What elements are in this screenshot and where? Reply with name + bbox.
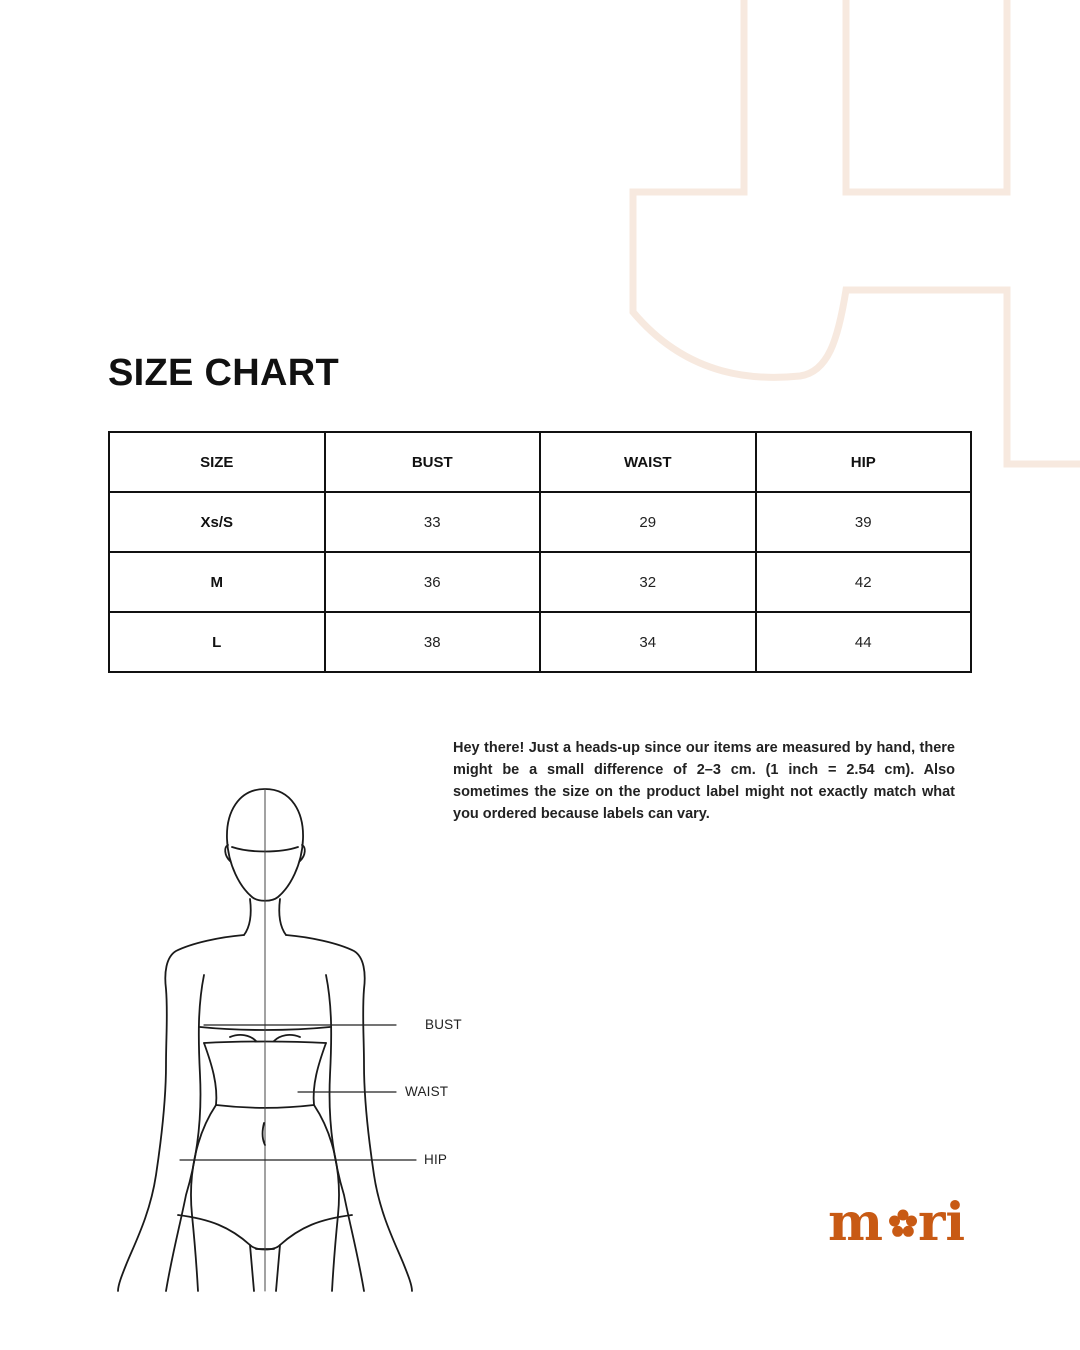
size-cell: L — [109, 612, 325, 672]
measurement-note: Hey there! Just a heads-up since our items are measured by hand, there might be a small difference of 2–3 cm. (1 inch = 2.54 cm). Also sometimes the size on the product label might not exactly match what you ordered because labels can vary. — [453, 740, 955, 822]
header-size: SIZE — [109, 432, 325, 492]
header-bust: BUST — [325, 432, 541, 492]
hip-cell: 42 — [756, 552, 972, 612]
waist-cell: 32 — [540, 552, 756, 612]
bust-cell: 38 — [325, 612, 541, 672]
bust-label: BUST — [425, 1017, 462, 1032]
flower-icon — [889, 1210, 917, 1237]
page-title: SIZE CHART — [108, 352, 339, 394]
bust-cell: 36 — [325, 552, 541, 612]
brand-logo-ri: ri — [918, 1192, 966, 1248]
brand-logo-m: m — [828, 1192, 884, 1248]
waist-cell: 29 — [540, 492, 756, 552]
header-waist: WAIST — [540, 432, 756, 492]
body-figure-illustration — [100, 775, 420, 1295]
table-row — [109, 612, 971, 672]
hip-cell: 39 — [756, 492, 972, 552]
size-table — [108, 431, 972, 673]
table-row — [109, 492, 971, 552]
bust-cell: 33 — [325, 492, 541, 552]
table-row — [109, 552, 971, 612]
size-cell: Xs/S — [109, 492, 325, 552]
waist-cell: 34 — [540, 612, 756, 672]
hip-cell: 44 — [756, 612, 972, 672]
hip-label: HIP — [424, 1152, 448, 1167]
table-header-row — [109, 432, 971, 492]
waist-label: WAIST — [405, 1084, 449, 1099]
brand-logo — [828, 1192, 974, 1248]
size-cell: M — [109, 552, 325, 612]
header-hip: HIP — [756, 432, 972, 492]
